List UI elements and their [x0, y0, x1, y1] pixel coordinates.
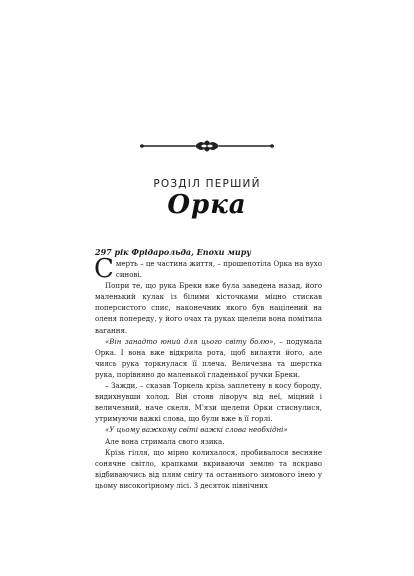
- paragraph: [95, 336, 322, 380]
- paragraph: Але вона стримала свого язика.: [105, 436, 225, 446]
- paragraph-text: – подумала Орка. І вона вже відкрила рота, щоб вилаяти його, але чиясь рука торкнулася її плеча. Величезна та шерстка рука, порівняно до маленької гладенької ручки Бреки.: [95, 336, 322, 379]
- chapter-ornament: [140, 138, 274, 154]
- chapter-title: Орка: [167, 190, 247, 220]
- paragraph: [95, 424, 322, 435]
- inner-thought: «Він занадто юний для цього світу болю»,: [105, 336, 276, 346]
- dateline: 297 рік Фрідарольда, Епохи миру: [95, 247, 252, 257]
- paragraph: Попри те, що рука Бреки вже була заведена назад, його маленький кулак із білими кісточками міцно стискав поперсистого спис, наконечник якого був націлений на оленя попереду, у його очах та руках щелепи вона помітила вагання.: [95, 281, 322, 335]
- paragraph: Крізь гілля, що мірно колихалося, пробивалося весняне сонячне світло, крапками вкриваючи землю та яскраво відбиваючись від плям снігу та останнього зимового інею у цьому високогірному лісі. З десяток північних: [95, 447, 322, 490]
- drop-cap: С: [94, 254, 114, 284]
- paragraph-text: мерть – це частина життя, – прошепотіла Орка на вухо синові.: [115, 259, 322, 280]
- paragraph: [94, 254, 322, 284]
- body-text: [94, 254, 322, 491]
- inner-thought: «У цьому важкому світі важкі слова необхідні»: [105, 425, 288, 435]
- chapter-label: РОЗДІЛ ПЕРШИЙ: [153, 178, 261, 190]
- paragraph: – Зажди, – сказав Торкель крізь заплетену в косу бороду, видихнувши холод. Він стояв ліворуч від неї, міцний і величезний, наче скеля. М'язи щелепи Орки стиснулися, утримуючи важкі слова, що були вже в її горлі.: [95, 381, 322, 424]
